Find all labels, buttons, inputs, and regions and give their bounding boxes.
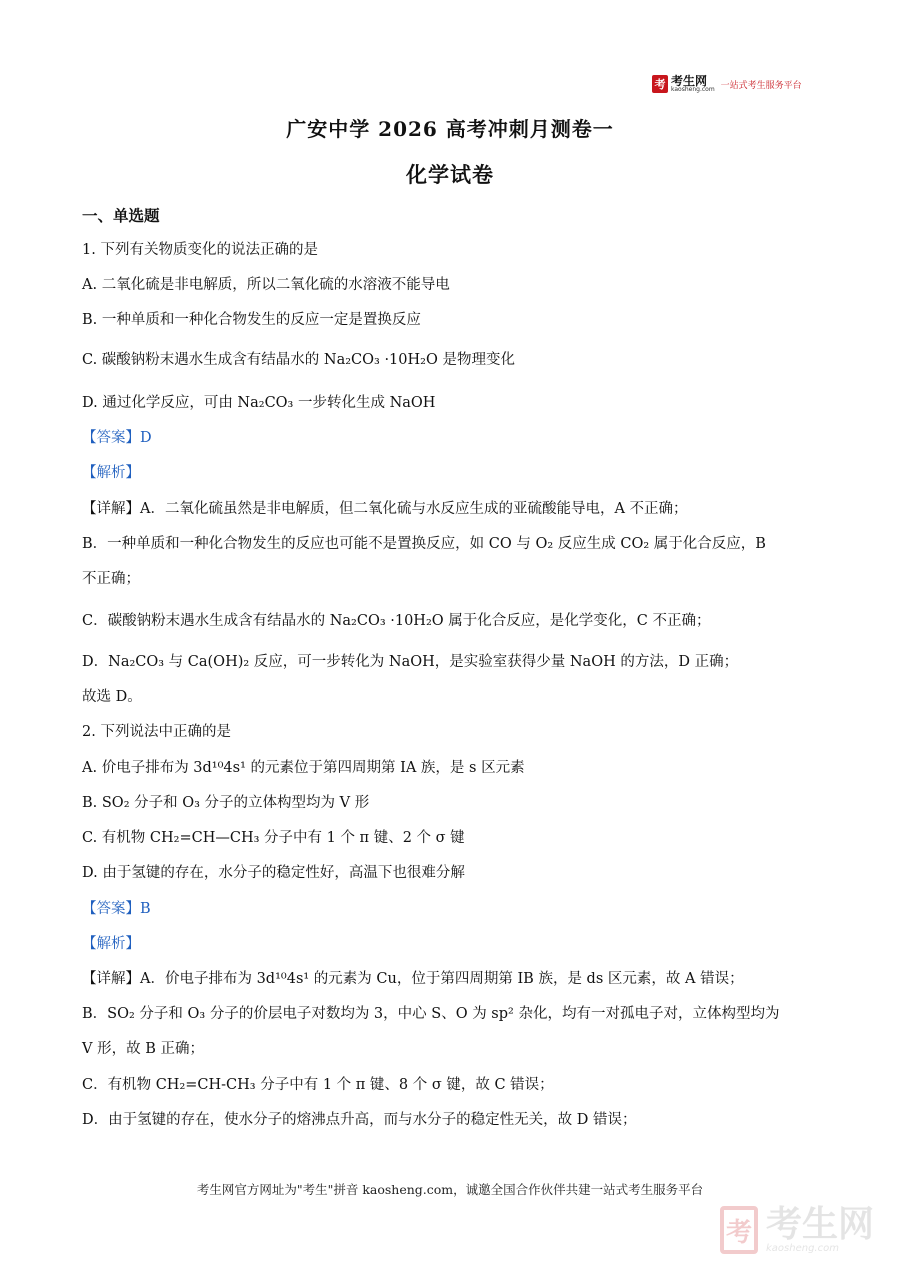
option-line: C. 有机物 CH₂=CH—CH₃ 分子中有 1 个 π 键、2 个 σ 键 bbox=[82, 830, 465, 846]
watermark-icon: 考 bbox=[720, 1206, 758, 1254]
section-heading: 一、单选题 bbox=[82, 206, 160, 225]
logo-icon: 考 bbox=[652, 75, 668, 93]
analysis-label: 【解析】 bbox=[82, 465, 140, 481]
logo-text bbox=[671, 75, 715, 93]
explanation-line: C．碳酸钠粉末遇水生成含有结晶水的 Na₂CO₃ ·10H₂O 属于化合反应，是化学变化，C 不正确； bbox=[82, 613, 711, 629]
option-line: B. SO₂ 分子和 O₃ 分子的立体构型均为 V 形 bbox=[82, 795, 370, 811]
exam-title: 广安中学 2026 高考冲刺月测卷一 bbox=[286, 117, 614, 141]
watermark-logo bbox=[720, 1198, 890, 1262]
page-footer: 考生网官方网址为"考生"拼音 kaosheng.com，诚邀全国合作伙伴共建一站式考生服务平台 bbox=[196, 1182, 704, 1197]
watermark-name: 考生网 bbox=[766, 1203, 875, 1245]
question-stem: 2. 下列说法中正确的是 bbox=[82, 724, 231, 740]
option-line: C. 碳酸钠粉末遇水生成含有结晶水的 Na₂CO₃ ·10H₂O 是物理变化 bbox=[82, 352, 515, 368]
explanation-line: 【详解】A．价电子排布为 3d¹⁰4s¹ 的元素为 Cu，位于第四周期第 IB 族，是 ds 区元素，故 A 错误； bbox=[82, 971, 744, 987]
explanation-line: V 形，故 B 正确； bbox=[82, 1041, 204, 1057]
explanation-line: B．一种单质和一种化合物发生的反应也可能不是置换反应，如 CO 与 O₂ 反应生成 CO₂ 属于化合反应，B bbox=[82, 536, 766, 552]
explanation-line: C．有机物 CH₂=CH-CH₃ 分子中有 1 个 π 键、8 个 σ 键，故 C 错误； bbox=[82, 1077, 554, 1093]
answer-line bbox=[82, 428, 822, 448]
logo-slogan: 一站式考生服务平台 bbox=[720, 80, 802, 91]
option-line: A. 价电子排布为 3d¹⁰4s¹ 的元素位于第四周期第 IA 族，是 s 区元素 bbox=[82, 760, 525, 776]
answer-label: 【答案】B bbox=[82, 901, 151, 917]
exam-subtitle: 化学试卷 bbox=[406, 162, 494, 187]
explanation-line: D．Na₂CO₃ 与 Ca(OH)₂ 反应，可一步转化为 NaOH，是实验室获得少量 NaOH 的方法，D 正确； bbox=[82, 654, 739, 670]
explanation-line: 【详解】A．二氧化硫虽然是非电解质，但二氧化硫与水反应生成的亚硫酸能导电，A 不正确； bbox=[82, 501, 688, 517]
explanation-line: B．SO₂ 分子和 O₃ 分子的价层电子对数均为 3，中心 S、O 为 sp² 杂化，均有一对孤电子对，立体构型均为 bbox=[82, 1006, 780, 1022]
option-line: A. 二氧化硫是非电解质，所以二氧化硫的水溶液不能导电 bbox=[82, 277, 450, 293]
question-stem: 1. 下列有关物质变化的说法正确的是 bbox=[82, 242, 318, 258]
logo-name: 考生网 bbox=[671, 74, 708, 88]
answer-label: 【答案】D bbox=[82, 430, 152, 446]
option-line: B. 一种单质和一种化合物发生的反应一定是置换反应 bbox=[82, 312, 421, 328]
explanation-line: D．由于氢键的存在，使水分子的熔沸点升高，而与水分子的稳定性无关，故 D 错误； bbox=[82, 1112, 637, 1128]
site-logo bbox=[652, 73, 802, 95]
analysis-label: 【解析】 bbox=[82, 936, 140, 952]
explanation-line: 不正确； bbox=[82, 571, 140, 587]
watermark-domain: kaosheng.com bbox=[766, 1242, 839, 1254]
watermark-text bbox=[766, 1203, 875, 1254]
option-line: D. 通过化学反应，可由 Na₂CO₃ 一步转化生成 NaOH bbox=[82, 395, 436, 411]
logo-domain: kaosheng.com bbox=[671, 86, 715, 93]
option-line: D. 由于氢键的存在，水分子的稳定性好，高温下也很难分解 bbox=[82, 865, 465, 881]
conclusion-line: 故选 D。 bbox=[82, 689, 142, 705]
